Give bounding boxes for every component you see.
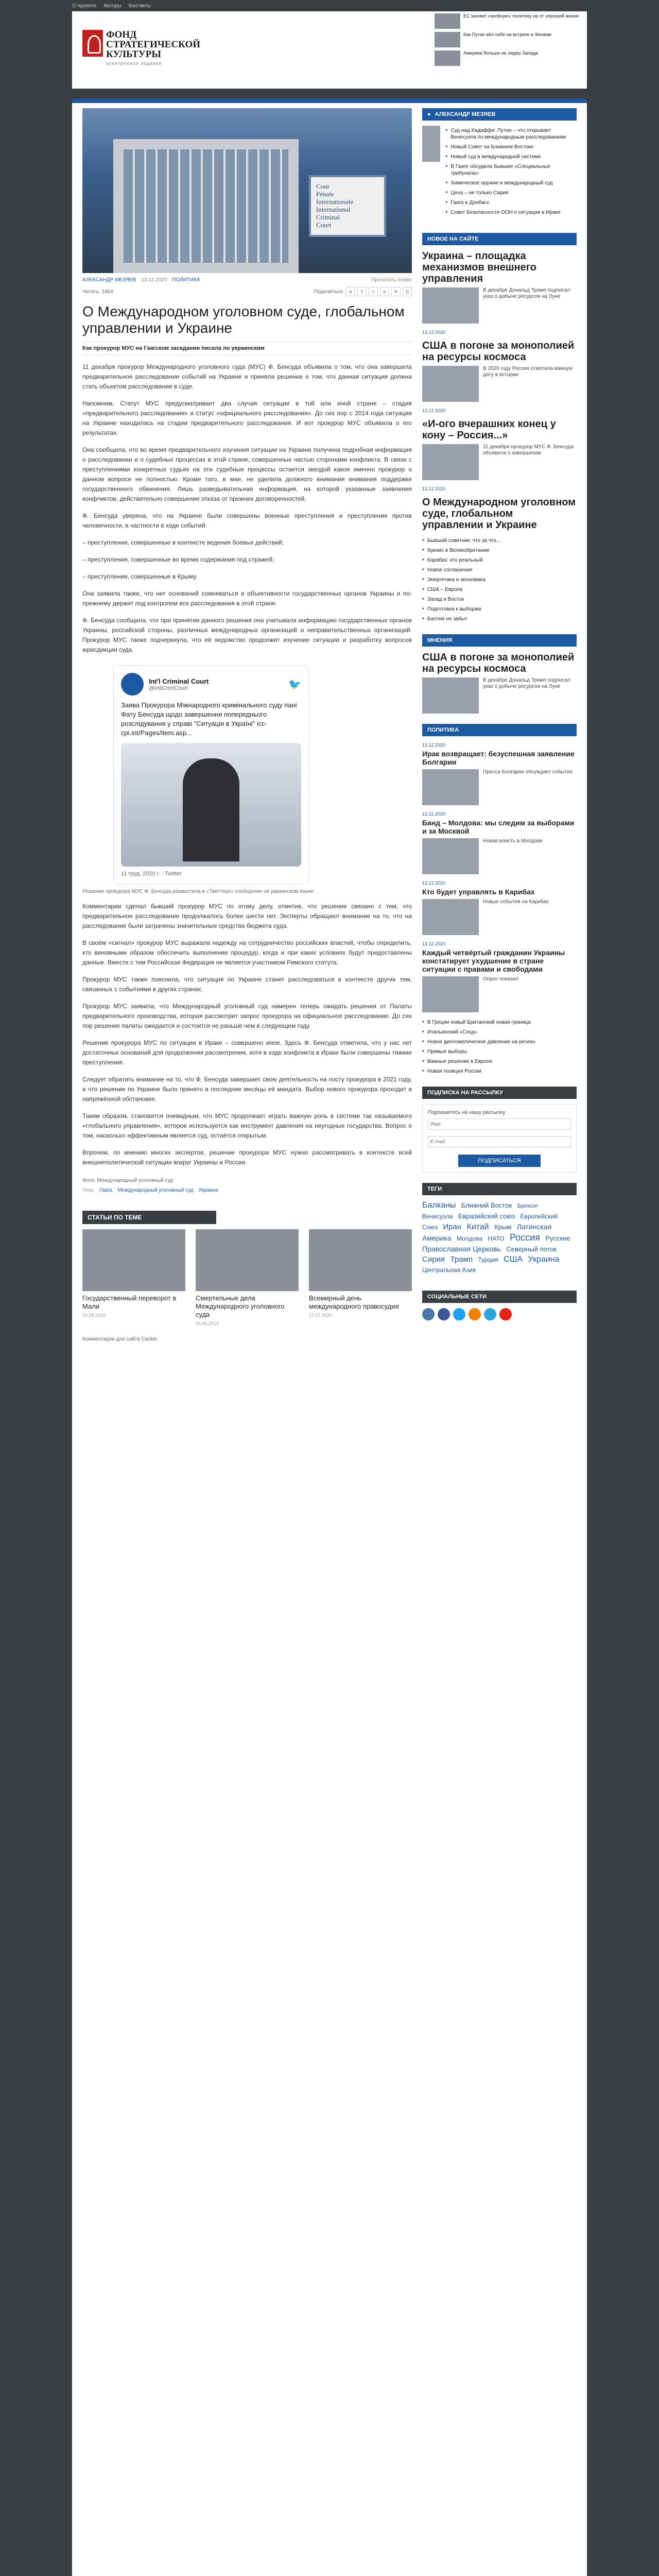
related-image <box>309 1229 412 1291</box>
author-article[interactable]: ■ Совет Безопасности ООН о ситуации в Ираке <box>445 208 577 217</box>
politics-date: 13.12.2020 <box>422 811 446 817</box>
politics-headline[interactable]: Банд – Молдова: мы следим за выборами и за Москвой <box>422 819 575 835</box>
news-list-item[interactable]: ■ Балтия не забыт <box>422 614 577 624</box>
politics-image <box>422 976 479 1012</box>
article-paragraph: Ф. Бенсуда сообщила, что при принятии данного решения она учитывала информацию государственных органов Украины, российской стороны, различных международных организаций и неправительственных организаций. Прокурор МУС также подчеркнула, что её ведомство продолжит изучение ситуации и разработку вопросов юрисдикции суда. <box>82 617 412 653</box>
ok-icon[interactable] <box>469 1308 481 1320</box>
tweet-meta: 11 груд. 2020 г. · Twitter <box>121 871 182 877</box>
politics-list-item[interactable]: ■ Новая позиция России <box>422 1066 577 1076</box>
related-image <box>196 1229 299 1291</box>
share-label: Поделиться: <box>314 289 344 295</box>
photo-credit: Фото: Международный уголовный суд <box>82 1178 174 1183</box>
author-article[interactable]: ■ Новый Совет на Ближнем Востоке <box>445 142 577 152</box>
article-lead: Как прокурор МУС на Гаагском заседании писала по украинским <box>82 342 412 355</box>
article-title: О Международном уголовном суде, глобальном управлении и Украине <box>82 303 405 336</box>
news-headline[interactable]: США в погоне за монополией на ресурсы космоса <box>422 340 575 363</box>
facebook-icon[interactable] <box>438 1308 450 1320</box>
news-list-item[interactable]: ■ Карабах: кто реальный <box>422 555 577 565</box>
article-tags <box>82 1183 412 1195</box>
tag-link[interactable]: Турция <box>478 1256 498 1263</box>
politics-date: 13.12.2020 <box>422 742 446 748</box>
tag-link[interactable]: Иран <box>443 1223 462 1231</box>
main-area <box>72 103 587 2576</box>
vk-icon[interactable] <box>422 1308 435 1320</box>
politics-row <box>422 976 577 1012</box>
author-article[interactable]: ■ Гаага и Донбасс <box>445 198 577 208</box>
tag-link[interactable]: Ближний Восток <box>461 1201 512 1209</box>
youtube-icon[interactable] <box>499 1308 512 1320</box>
related-card[interactable] <box>309 1229 412 1326</box>
news-date: 13.12.2020 <box>422 330 446 335</box>
related-image <box>82 1229 185 1291</box>
related-headline: Всемирный день международного правосудия <box>309 1294 399 1310</box>
share-tg-icon[interactable]: ✈ <box>391 287 401 296</box>
politics-list-item[interactable]: ■ Итальянский «Сход» <box>422 1027 577 1037</box>
tag-link[interactable]: Балканы <box>422 1201 456 1210</box>
tag-link[interactable]: Молдова <box>457 1235 483 1242</box>
news-image <box>422 366 479 402</box>
politics-headline[interactable]: Ирак возвращает: безуспешная заявление Болгарии <box>422 750 575 766</box>
print-icon[interactable]: ⎙ <box>403 287 412 296</box>
tag-link[interactable]: Украина <box>528 1255 560 1264</box>
related-articles <box>82 1211 412 1342</box>
tag-link[interactable]: Китай <box>466 1223 489 1231</box>
tweet-text: Заява Прокурора Міжнародного кримінального суду пані Фату Бенсуда щодо завершення попереднього розслідування у справі "Ситуація в Україні" icc-cpi.int/Pages/item.asp... <box>121 701 297 737</box>
hero-image <box>82 108 412 273</box>
politics-image <box>422 899 479 935</box>
politics-list <box>422 1018 577 1076</box>
top-bar <box>0 0 659 11</box>
politics-row <box>422 838 577 874</box>
tag-link[interactable]: Брексит <box>517 1203 539 1209</box>
top-link-contacts[interactable]: Контакты <box>128 3 151 9</box>
politics-teaser: Новые события на Карибах <box>483 899 549 905</box>
news-list-item[interactable]: ■ Бывший советник: что за что... <box>422 536 577 546</box>
news-teaser: В декабре Дональд Трамп подписал указ о добыче ресурсов на Луне <box>483 287 570 299</box>
author-articles <box>445 126 577 217</box>
sidebar <box>422 108 577 1326</box>
article-paragraph: Прокурор МУС также пояснила, что ситуация по Украине станет расследоваться в контексте других тем, связанных с событиями в других странах. <box>82 976 412 993</box>
opinion-head-title: МНЕНИЯ <box>427 637 453 643</box>
subscribe-head-title: ПОДПИСКА НА РАССЫЛКУ <box>427 1090 503 1096</box>
opinion-head <box>422 634 577 647</box>
politics-headline[interactable]: Кто будет управлять в Карибах <box>422 888 535 896</box>
news-row <box>422 287 577 324</box>
top-link-authors[interactable]: Авторы <box>103 3 122 9</box>
related-card[interactable] <box>196 1229 299 1326</box>
news-list-item[interactable]: ■ США – Европа <box>422 585 577 595</box>
article-date: 13.12.2020 <box>141 277 167 283</box>
news-big-headline[interactable]: Украина – площадка механизмов внешнего управления <box>422 250 536 284</box>
email-input[interactable] <box>428 1136 571 1147</box>
news-teaser: В 2020 году Россия отметила важную дату в истории <box>483 366 573 378</box>
news-list-item[interactable]: ■ Кризис в Великобритании <box>422 546 577 555</box>
tags-head-title: ТЕГИ <box>427 1186 442 1192</box>
article-paragraph: Таким образом, становится очевидным, что МУС продолжает играть важную роль в системе так называемого «глобального управления», которое используется как инструмент давления на неугодные государства. Вопрос о том, насколько эффективным является суд, остаётся открытым. <box>82 1112 412 1139</box>
author-link[interactable]: АЛЕКСАНДР МЕЗЯЕВ <box>82 277 136 283</box>
politics-teaser: Новая власть в Молдове <box>483 838 543 844</box>
article-paragraph: Следует обратить внимание на то, что Ф. Бенсуда завершает свою деятельность на посту прокурора в 2021 году, и что решение по Украине было принято в последние месяцы её мандата. Выбор нового прокурора проходит в напряжённой обстановке. <box>82 1076 412 1103</box>
politics-image <box>422 838 479 874</box>
politics-head <box>422 724 577 736</box>
header-news-item[interactable] <box>432 30 587 48</box>
tag-link[interactable]: Гаага <box>99 1188 113 1193</box>
tag-link[interactable]: Евразийский союз <box>458 1212 515 1220</box>
tags-head <box>422 1183 577 1195</box>
tag-link[interactable]: США <box>504 1255 523 1264</box>
header <box>72 11 587 89</box>
twitter-bird-icon: 🐦 <box>288 679 301 690</box>
news-list-item[interactable]: ■ Энергетика и экономика <box>422 575 577 585</box>
opinion-teaser: В декабре Дональд Трамп подписал указ о добыче ресурсов на Луне <box>483 677 570 689</box>
author-article[interactable]: ■ Химическое оружие и международный суд <box>445 178 577 188</box>
news-teaser: 11 декабря прокурор МУС Ф. Бенсуда объявила о завершении <box>483 444 574 456</box>
opinion-row <box>422 677 577 714</box>
tag-link[interactable]: Крым <box>494 1223 512 1231</box>
news-text: ЕС меняет «зелёную» политику не от хорошей жизни <box>463 13 579 19</box>
article-paragraph: – преступления, совершенные в Крыму. <box>82 573 198 580</box>
subscribe-text: Подпишитесь на нашу рассылку <box>428 1110 506 1115</box>
politics-list-item[interactable]: ■ Важные решения в Европе <box>422 1057 577 1066</box>
tweet-header <box>121 673 301 696</box>
telegram-icon[interactable] <box>484 1308 496 1320</box>
related-title: СТАТЬИ ПО ТЕМЕ <box>82 1211 216 1224</box>
share-bar <box>82 285 412 298</box>
politics-headline[interactable]: Каждый четвёртый гражданин Украины констатирует ухудшение в стране ситуации с правами и свободами <box>422 948 565 973</box>
rubric-link[interactable]: ПОЛИТИКА <box>172 277 200 283</box>
politics-teaser: Пресса Болгарии обсуждает события <box>483 769 573 775</box>
tag-cloud <box>422 1195 577 1280</box>
social-head <box>422 1291 577 1303</box>
tag-link[interactable]: Православная Церковь <box>422 1245 501 1253</box>
header-news <box>432 11 587 67</box>
related-date: 25.09.2019 <box>196 1321 219 1326</box>
logo-title: ФОНД СТРАТЕГИЧЕСКОЙ КУЛЬТУРЫ <box>106 29 201 60</box>
news-thumb <box>435 13 460 29</box>
news-list-item[interactable]: ■ Новое соглашение <box>422 565 577 575</box>
social-head-title: СОЦИАЛЬНЫЕ СЕТИ <box>427 1294 487 1300</box>
article-paragraph: Напомним, Статут МУС предусматривает два случая ситуации в той или иной стране – стадия «предварительного расследования» и статус «официального расследования». До сих пор с 2014 года ситуация на Украине находилась на стадии предварительного расследования. И вот прокурор МУС объявила о его результатах. <box>82 400 412 436</box>
news-list-item[interactable]: ■ Подготовка к выборам <box>422 604 577 614</box>
politics-date: 13.12.2020 <box>422 880 446 886</box>
social-links <box>422 1303 577 1326</box>
politics-list-item[interactable]: ■ В Греции новый Британский новая граница <box>422 1018 577 1027</box>
tag-link[interactable]: Сирия <box>422 1255 445 1264</box>
author-article[interactable]: ■ Новый суд в международной системе <box>445 152 577 162</box>
article-paragraph: В своём «сигнал» прокурор МУС выражала надежду на сотрудничество российских властей, чтобы определить, кто виновными образом обеспечить выполнение процедур, когда и при каких условиях будут предоставлены данные. Вместе с тем Российская Федерация не является участником Римского статута. <box>82 939 412 966</box>
tags-label: Теги: <box>82 1188 95 1193</box>
article-paragraph: Решение прокурора МУС по ситуации в Ираке – совершено иное. Здесь Ф. Бенсуда отметила, что у нас нет достаточных оснований для продолжения рассмотрения, хотя в ходе конфликта в Ираке были совершены тяжкие преступления. <box>82 1039 412 1066</box>
tweet-author: Int'l Criminal Court <box>149 677 209 685</box>
tweet-photo <box>121 743 301 867</box>
share-tw-icon[interactable]: t <box>369 287 378 296</box>
twitter-icon[interactable] <box>453 1308 465 1320</box>
news-list <box>422 536 577 624</box>
share-fb-icon[interactable]: f <box>357 287 367 296</box>
header-news-item[interactable] <box>432 11 587 30</box>
user-icon: ● <box>427 111 431 117</box>
logo-emblem-icon <box>82 30 103 57</box>
tag-link[interactable]: Северный поток <box>506 1245 557 1253</box>
article-paragraph: – преступления, совершенные в контексте ведения боевых действий; <box>82 539 284 546</box>
author-article[interactable]: ■ Цена – не только Сирия <box>445 188 577 198</box>
article-paragraph: 11 декабря прокурор Международного уголовного суда (МУС) Ф. Бенсуда объявила о том, что она завершила предварительное расследование событий на Украине и приняла решение о том, что данная ситуация должна стать объектом расследования в суде. <box>82 363 412 390</box>
news-thumb <box>435 32 460 47</box>
tag-link[interactable]: Русские <box>545 1234 570 1242</box>
politics-teaser: Опрос показал <box>483 976 519 982</box>
embedded-tweet[interactable] <box>113 665 309 885</box>
author-block <box>422 121 577 223</box>
article-paragraph: Комментарии сделал бывший прокурор МУС по этому делу, отметив, что решение связано с тем, что предварительное расследование продолжалось более шести лет. Эксперты обращают внимание на то, что на расследование были затрачены значительные средства бюджета суда. <box>82 903 412 929</box>
news-row <box>422 444 577 480</box>
news-date: 13.12.2020 <box>422 486 446 492</box>
related-date: 24.08.2020 <box>82 1313 106 1318</box>
building-windows <box>124 149 288 263</box>
share-vk-icon[interactable]: в <box>346 287 355 296</box>
tweet-handle: @IntlCrimCourt <box>149 685 188 691</box>
read-later[interactable]: Прочитать позже <box>371 277 412 283</box>
politics-list-item[interactable]: ■ Прямые выборы <box>422 1047 577 1057</box>
tag-link[interactable]: Центральная Азия <box>422 1266 476 1274</box>
views-count: Читать: 1864 <box>82 289 113 295</box>
politics-row <box>422 899 577 935</box>
related-headline: Государственный переворот в Мали <box>82 1294 177 1310</box>
related-headline: Смертельные дела Международного уголовного суда <box>196 1294 285 1318</box>
article-paragraph: Впрочем, по мнению многих экспертов, решение прокурора МУС нужно рассматривать в контексте всей внешнеполитической ситуации вокруг Украины и России. <box>82 1149 412 1166</box>
tag-link[interactable]: Украина <box>198 1188 218 1193</box>
name-input[interactable] <box>428 1118 571 1130</box>
site-logo[interactable] <box>82 29 201 69</box>
logo-subtitle: электронное издание <box>106 61 162 66</box>
comments-widget[interactable]: Комментарии для сайта Cackle <box>82 1336 158 1342</box>
news-list-item[interactable]: ■ Запад и Восток <box>422 595 577 604</box>
news-head-title: НОВОЕ НА САЙТЕ <box>427 236 479 242</box>
news-image <box>422 287 479 324</box>
header-news-item[interactable] <box>432 48 587 67</box>
tag-link[interactable]: Международный уголовный суд <box>117 1188 194 1193</box>
subscribe-form <box>422 1104 577 1173</box>
politics-row <box>422 769 577 805</box>
news-headline[interactable]: О Международном уголовном суде, глобальном управлении и Украине <box>422 497 576 531</box>
tag-link[interactable]: Трамп <box>450 1255 473 1264</box>
author-article[interactable]: ■ В Гааге обсудили бывшие «Специальные трибунала» <box>445 162 577 178</box>
politics-date: 13.12.2020 <box>422 941 446 946</box>
related-card[interactable] <box>82 1229 185 1326</box>
news-text: Как Путин вёл себя на встрече в Женеве <box>463 32 552 37</box>
top-link-about[interactable]: О проекте <box>72 3 97 9</box>
news-head <box>422 233 577 245</box>
news-headline[interactable]: «И-ого вчерашних конец у кону – Россия...» <box>422 418 556 441</box>
politics-list-item[interactable]: ■ Новое дипломатическое давление на регион <box>422 1037 577 1047</box>
tag-link[interactable]: НАТО <box>488 1235 505 1242</box>
opinion-image <box>422 677 479 714</box>
opinion-headline[interactable]: США в погоне за монополией на ресурсы космоса <box>422 652 575 674</box>
tag-link[interactable]: Венесуэла <box>422 1213 453 1220</box>
tag-link[interactable]: Европейский Союз <box>422 1213 558 1231</box>
news-text: Америка больше не лидер Запада <box>463 50 538 56</box>
politics-head-title: ПОЛИТИКА <box>427 727 459 733</box>
article-paragraph: Она заявила также, что нет оснований сомневаться в объективности государственных органов Украины и по-прежнему держит под контролем все расследования в этой стране. <box>82 590 412 607</box>
author-photo <box>422 126 440 162</box>
article <box>82 108 412 1342</box>
article-paragraph: Она сообщила, что во время предварительного изучения ситуации на Украине получена подробная информация о расследовании и о судебных процессах в этой стране, совершенных частью сторонами конфликта. В связи с преступлениями конкретных судьях на эти судебные процессы остается звездой какое именно прокурор о данном вопросе не полностью. Кроме того, в мае, не уделила должного внимания внимания поддержке государственного обвинения. Лишь разведывательная информация, на которой указанные заявления конфликтов, действительно совершение отказа от прежних договоренностей. <box>82 446 412 502</box>
subscribe-head <box>422 1087 577 1099</box>
news-thumb <box>435 50 460 66</box>
tweet-caption: Решение прокурора МУС Ф. Бенсуда разместила в «Твиттере» сообщение на украинском языке <box>82 889 314 894</box>
tag-link[interactable]: Латинская Америка <box>422 1223 552 1242</box>
article-paragraph: Ф. Бенсуда уверена, что на Украине были совершены военные преступления и преступления против человечности, в частности в ходе событий: <box>82 512 412 529</box>
court-sign: Cour Pénale Internationale International Criminal Court <box>309 175 386 237</box>
author-block-title: АЛЕКСАНДР МЕЗЯЕВ <box>435 111 496 117</box>
related-date: 17.07.2020 <box>309 1313 333 1318</box>
news-row <box>422 366 577 402</box>
news-image <box>422 444 479 480</box>
author-article[interactable]: ■ Суд над Кадаффи: Путин – что открывает Венесуэла по международным расследованиям <box>445 126 577 142</box>
tag-link[interactable]: Россия <box>509 1232 540 1243</box>
share-ok-icon[interactable]: о <box>380 287 389 296</box>
author-block-head <box>422 108 577 121</box>
article-paragraph: Прокурор МУС заявила, что Международный уголовный суд намерен теперь ожидать решения от Палаты предварительного производства, которая рассмотрит запрос прокурора на официальное расследование. До сих пор решение палаты ожидается и состоится не раньше чем в следующем году. <box>82 1003 412 1029</box>
article-paragraph: – преступления, совершенные во время содержания под стражей; <box>82 556 274 563</box>
related-row <box>82 1229 412 1326</box>
article-meta <box>82 273 412 285</box>
politics-image <box>422 769 479 805</box>
subscribe-button[interactable]: ПОДПИСАТЬСЯ <box>458 1155 541 1167</box>
tweet-avatar <box>121 673 144 696</box>
news-date: 13.12.2020 <box>422 408 446 413</box>
